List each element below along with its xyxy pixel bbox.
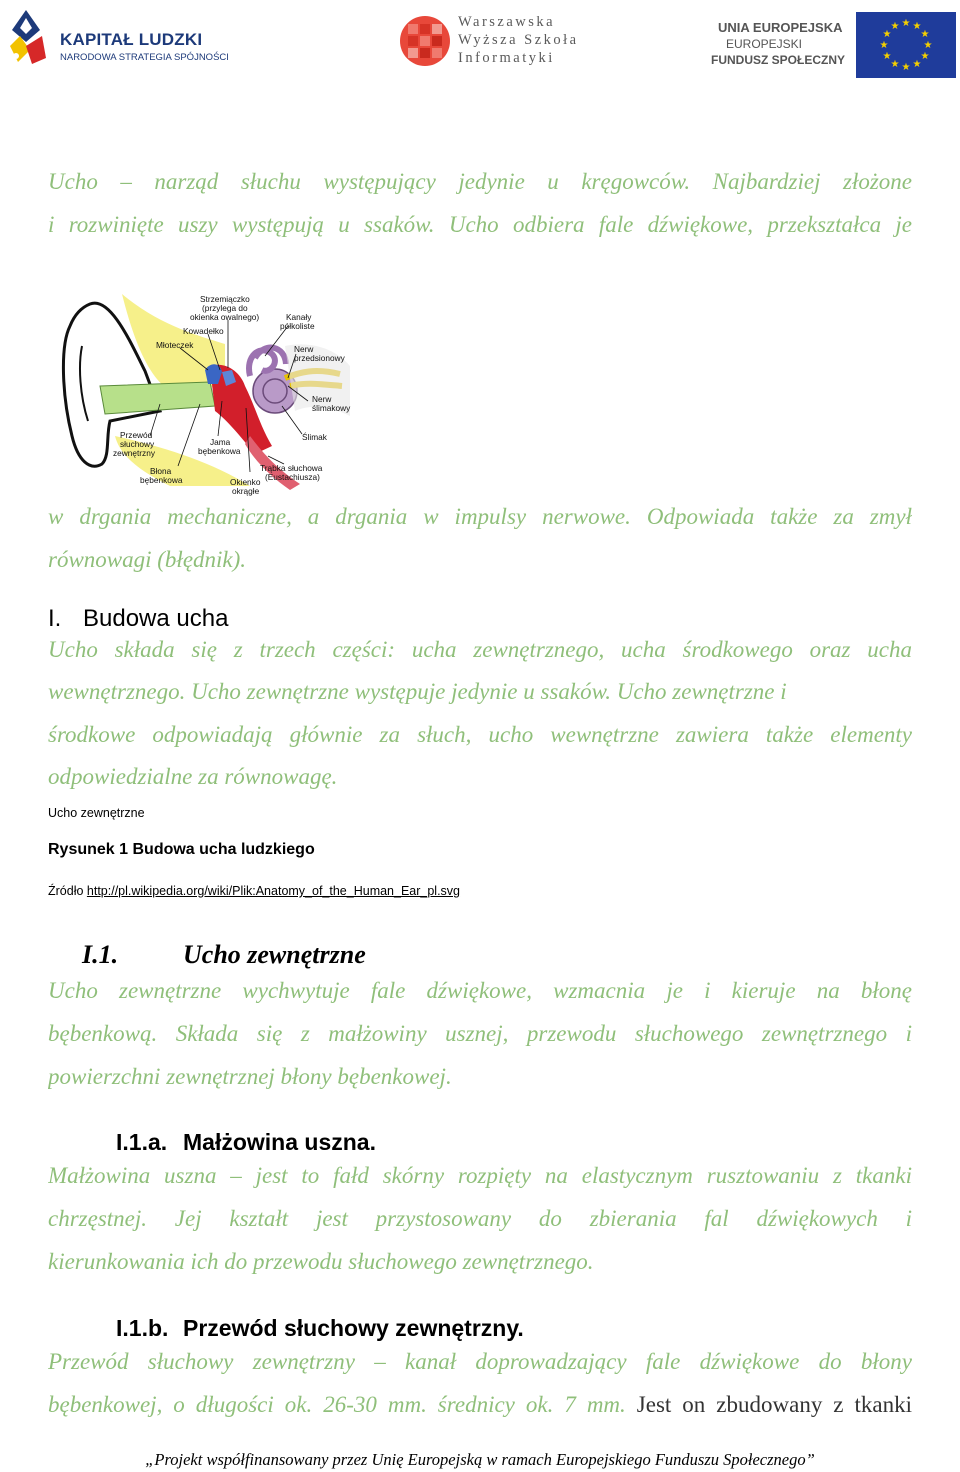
section-1-1-a-line-2: chrzęstnej. Jej kształt jest przystosowany do zbierania fal dźwiękowych i [48,1206,912,1231]
wwsi-line-3: Informatyki [458,50,555,66]
section-1-1-a-line-3: kierunkowania ich do przewodu słuchowego zewnętrznego. [48,1249,594,1274]
label-nerw-s-1: Nerw [312,394,332,404]
eu-line-3: FUNDUSZ SPOŁECZNY [711,53,846,67]
label-jama-1: Jama [210,437,231,447]
label-kanaly-2: półkoliste [280,321,315,331]
label-nerw-p-2: przedsionowy [294,353,345,363]
svg-text:★: ★ [901,18,911,29]
section-1-1-line-2: bębenkową. Składa się z małżowiny usznej, przewodu słuchowego zewnętrznego i [48,1021,912,1046]
eu-line-1: UNIA EUROPEJSKA [718,20,843,35]
label-strzemiaczko-3: okienka owalnego) [190,312,260,322]
kapital-ludzki-logo [6,6,229,76]
wwsi-line-1: Warszawska [458,14,556,30]
kapital-ludzki-emblem-icon [6,6,54,76]
label-kowadelko: Kowadełko [183,326,224,336]
label-mloteczek: Młoteczek [156,340,194,350]
page-footer: „Projekt współfinansowany przez Unię Europejską w ramach Europejskiego Funduszu Społecznego” [145,1450,815,1469]
section-1-number: I. [48,605,62,632]
section-1-1-b-line-2-start: bębenkowej, o długości ok. 26-30 mm. średnicy ok. 7 mm. [48,1392,626,1417]
eu-logo [708,10,958,78]
section-1-1-b-line-1: Przewód słuchowy zewnętrzny – kanał doprowadzający fale dźwiękowe do błony [48,1349,912,1374]
figure-source [48,884,460,898]
svg-text:★: ★ [901,62,911,73]
section-1-line-1: Ucho składa się z trzech części: ucha zewnętrznego, ucha środkowego oraz ucha [48,637,912,662]
section-1-1-number: I.1. [82,940,119,969]
label-okienko-1: Okienko [230,477,261,487]
figure-caption: Rysunek 1 Budowa ucha ludzkiego [48,841,315,858]
label-strzemiaczko-2: (przylega do [202,303,248,313]
ear-anatomy-diagram [50,286,370,500]
wwsi-logo [398,10,598,70]
section-1-1-line-3: powierzchni zewnętrznej błony bębenkowej. [48,1064,452,1089]
label-slimak: Ślimak [302,432,327,442]
section-1-1-b-line-2 [48,1390,912,1420]
label-trabka-2: (Eustachiusza) [265,472,320,482]
kapital-ludzki-title: KAPITAŁ LUDZKI [60,30,203,49]
label-trabka-1: Trąbka słuchowa [260,463,323,473]
label-strzemiaczko-1: Strzemiączko [200,294,250,304]
label-nerw-p-1: Nerw [294,344,314,354]
label-nerw-s-2: ślimakowy [312,403,351,413]
section-1-line-2: wewnętrznego. Ucho zewnętrzne występuje jedynie u ssaków. Ucho zewnętrzne i [48,679,787,704]
intro-line-1: Ucho – narząd słuchu występujący jedynie u kręgowców. Najbardziej złożone [48,169,912,194]
figure-source-prefix: Źródło [48,884,87,898]
label-przewod-1: Przewód [120,430,153,440]
label-przewod-2: słuchowy [120,439,155,449]
svg-text:★: ★ [890,59,900,70]
label-blona-1: Błona [150,466,172,476]
label-okienko-2: okrągłe [232,486,260,496]
section-1-1-a-heading: Małżowina uszna. [183,1129,376,1155]
label-kanaly-1: Kanały [286,312,312,322]
svg-text:★: ★ [923,40,933,51]
section-1-1-a-number: I.1.a. [116,1129,168,1155]
section-1-line-3: środkowe odpowiadają głównie za słuch, ucho wewnętrzne zawiera także elementy [48,722,912,747]
section-1-heading: Budowa ucha [83,605,229,632]
wwsi-emblem-icon [398,14,452,68]
svg-text:★: ★ [920,29,930,40]
section-1-1-b-heading: Przewód słuchowy zewnętrzny. [183,1315,524,1341]
label-blona-2: bębenkowa [140,475,183,485]
svg-text:★: ★ [890,21,900,32]
section-1-1-line-1: Ucho zewnętrzne wychwytuje fale dźwiękowe, wzmacnia je i kieruje na błonę [48,978,912,1003]
svg-text:★: ★ [912,21,922,32]
figure-source-link[interactable]: http://pl.wikipedia.org/wiki/Plik:Anatomy_of_the_Human_Ear_pl.svg [86,884,461,898]
figure-small-label: Ucho zewnętrzne [48,806,145,820]
svg-text:★: ★ [882,29,892,40]
svg-text:★: ★ [920,51,930,62]
section-1-line-4: odpowiedzialne za równowagę. [48,764,338,789]
ear-anatomy-illustration [50,286,370,500]
intro-line-3: w drgania mechaniczne, a drgania w impulsy nerwowe. Odpowiada także za zmył [48,504,912,529]
label-jama-2: bębenkowa [198,446,241,456]
section-1-1-b-line-2-tail: Jest on zbudowany z tkanki [636,1392,912,1417]
label-przewod-3: zewnętrzny [113,448,155,458]
section-1-1-a-line-1: Małżowina uszna – jest to fałd skórny rozpięty na elastycznym rusztowaniu z tkanki [48,1163,912,1188]
svg-text:★: ★ [912,59,922,70]
intro-line-2: i rozwinięte uszy występują u ssaków. Ucho odbiera fale dźwiękowe, przekształca je [48,212,912,237]
svg-text:★: ★ [879,40,889,51]
intro-line-4: równowagi (błędnik). [48,547,247,572]
eu-flag-icon [856,12,956,78]
section-1-1-heading: Ucho zewnętrzne [183,940,366,969]
eu-line-2: EUROPEJSKI [726,37,803,51]
kapital-ludzki-subtitle: NARODOWA STRATEGIA SPÓJNOŚCI [60,52,229,63]
svg-text:★: ★ [882,51,892,62]
section-1-1-b-number: I.1.b. [116,1315,169,1341]
wwsi-line-2: Wyższa Szkoła [458,32,579,48]
